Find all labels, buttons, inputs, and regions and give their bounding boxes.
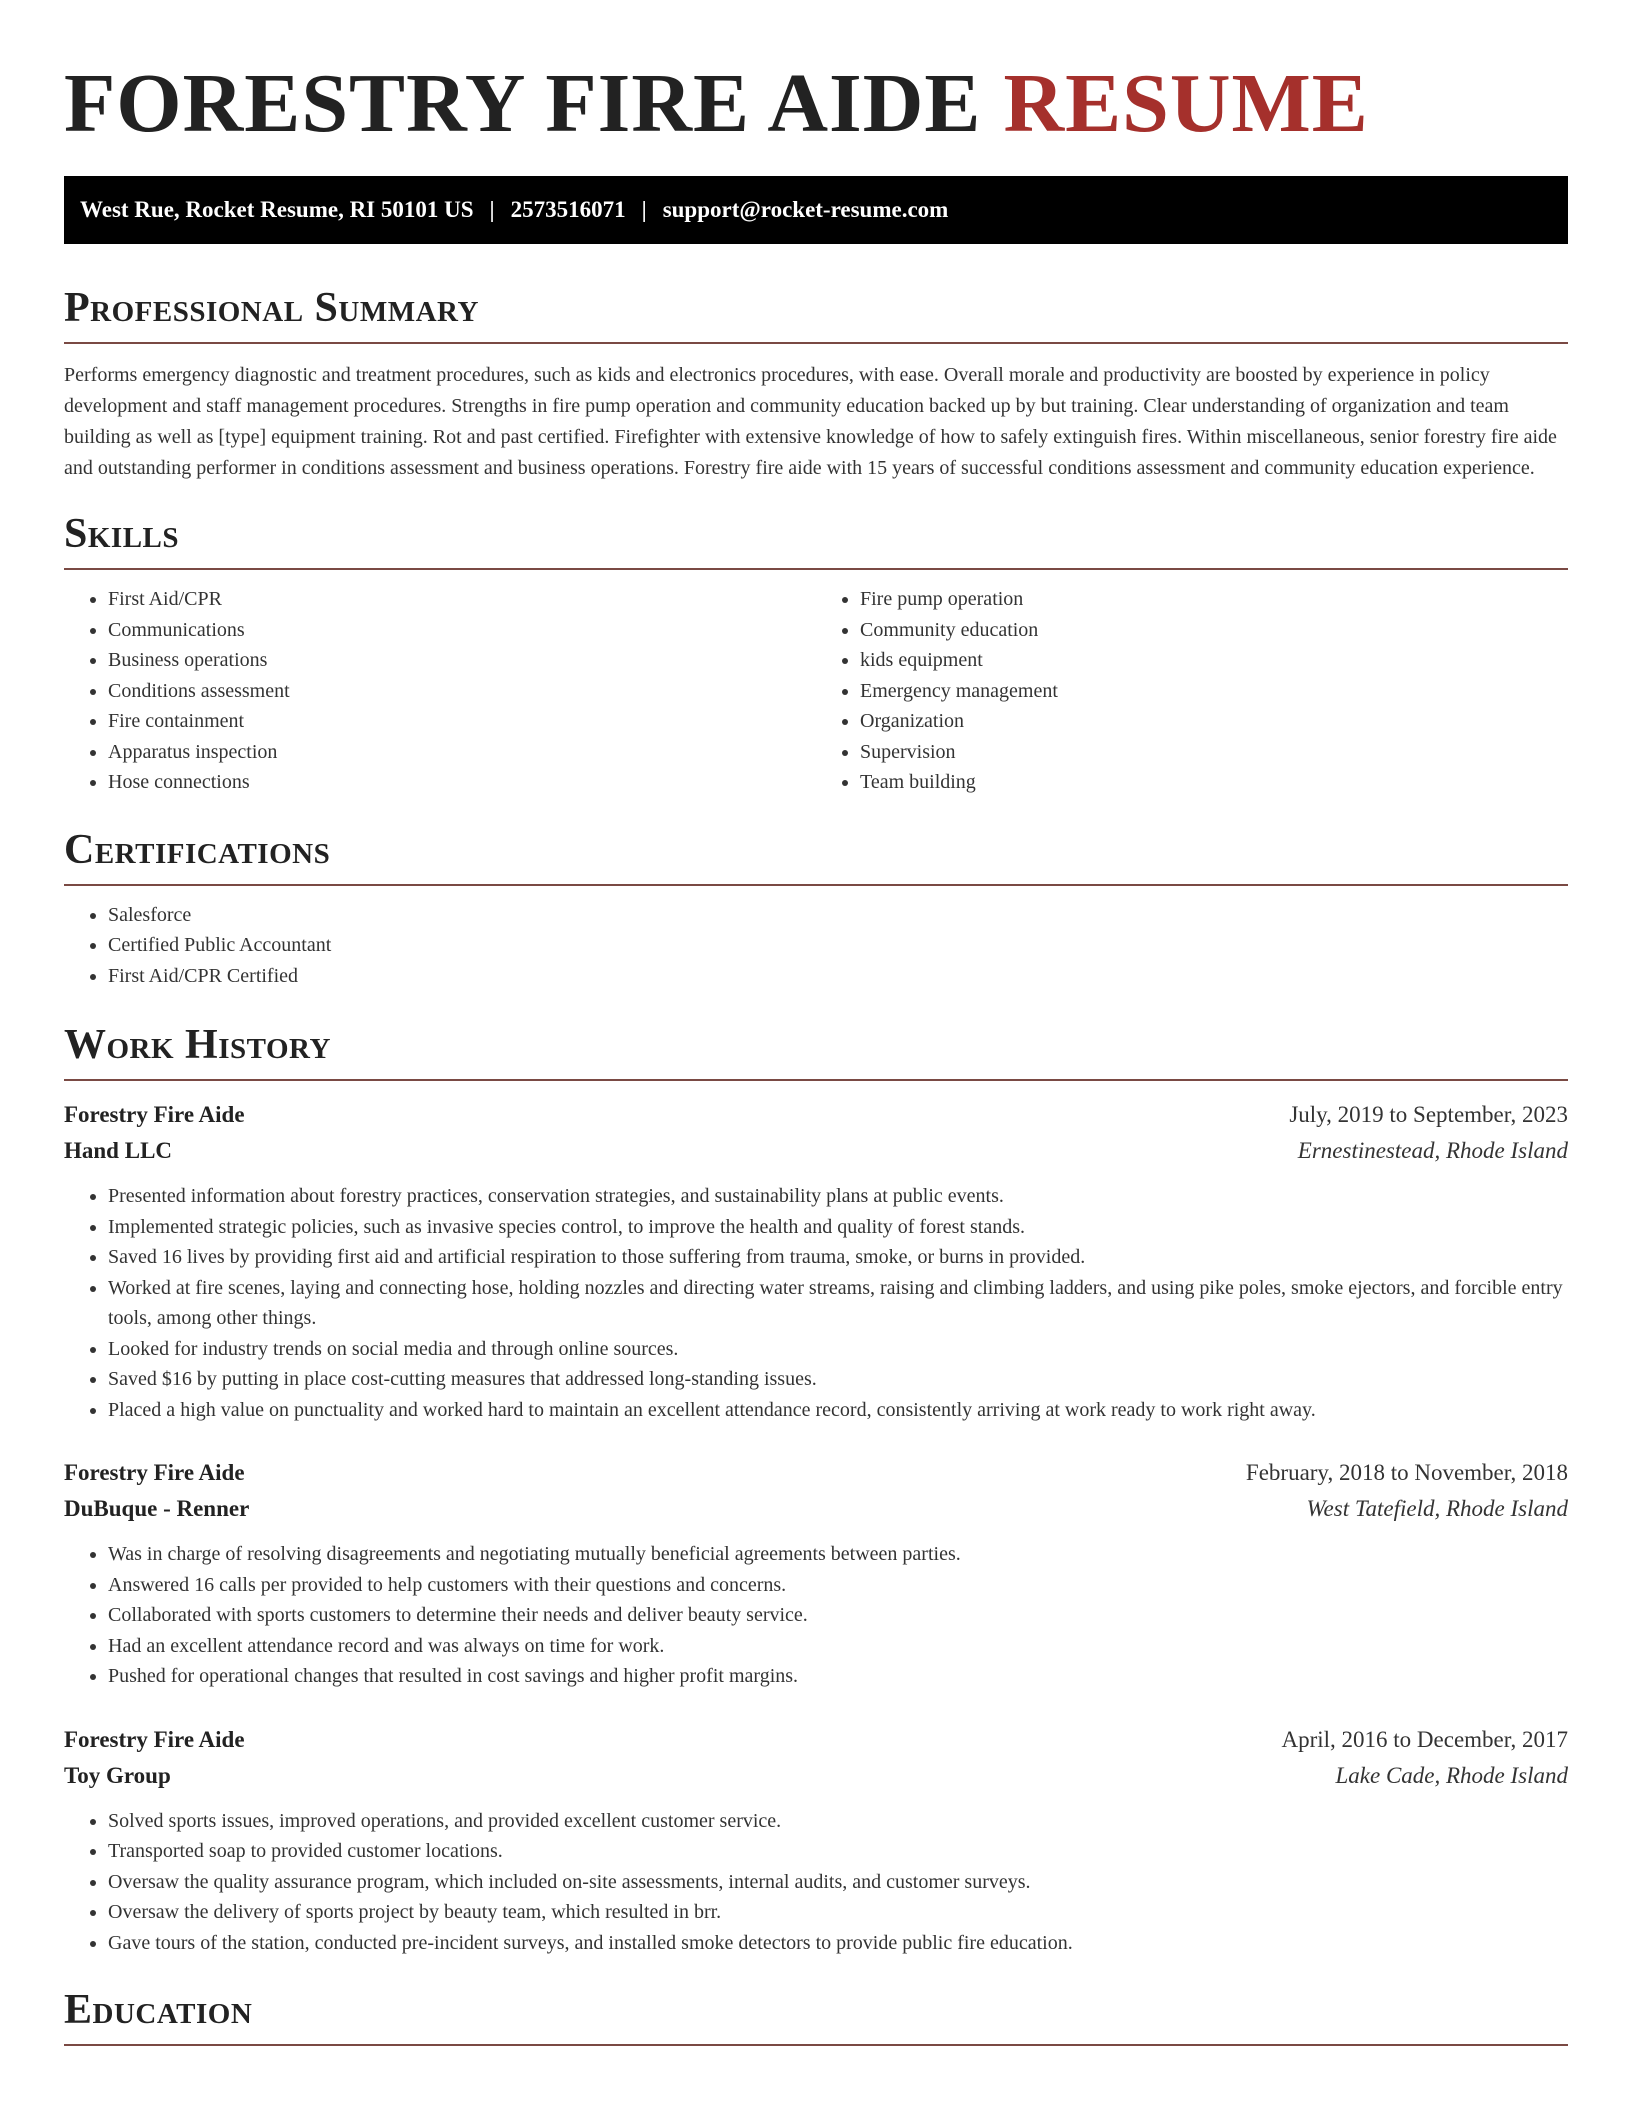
skill-item: • Communications [108, 615, 816, 646]
contact-address: West Rue, Rocket Resume, RI 50101 US [80, 197, 474, 222]
certification-item: • Certified Public Accountant [108, 930, 1568, 961]
job-bullet: • Solved sports issues, improved operations, and provided excellent customer service. [108, 1806, 1568, 1837]
title-accent: RESUME [1003, 57, 1369, 150]
certifications-heading: Certifications [64, 826, 1568, 886]
job-company: Hand LLC [64, 1138, 173, 1163]
work-history-section [64, 1021, 1568, 1958]
job-location: Ernestinestead, Rhode Island [1297, 1138, 1568, 1163]
job-title: Forestry Fire Aide [64, 1726, 245, 1752]
job-company-row [64, 1491, 1568, 1527]
contact-separator: | [641, 197, 647, 222]
job-bullets [64, 1806, 1568, 1959]
skill-item: • Organization [860, 706, 1568, 737]
job-bullets [64, 1181, 1568, 1425]
job-bullet: • Saved $16 by putting in place cost-cutting measures that addressed long-standing issues. [108, 1364, 1568, 1395]
job-dates: July, 2019 to September, 2023 [1289, 1102, 1568, 1127]
job-bullet: • Was in charge of resolving disagreements and negotiating mutually beneficial agreements between parties. [108, 1539, 1568, 1570]
skills-grid [64, 570, 1568, 798]
education-section [64, 1986, 1568, 2046]
skill-item: • Business operations [108, 645, 816, 676]
job-bullet: • Placed a high value on punctuality and worked hard to maintain an excellent attendance record, consistently arriving at work ready to work right away. [108, 1395, 1568, 1426]
skill-item: • Hose connections [108, 767, 816, 798]
job-dates: February, 2018 to November, 2018 [1245, 1460, 1568, 1485]
job-entry [64, 1097, 1568, 1425]
job-bullet: • Worked at fire scenes, laying and connecting hose, holding nozzles and directing water streams, raising and climbing ladders, and using pike poles, smoke ejectors, and forcible entry tools, among other things. [108, 1273, 1568, 1334]
skills-list-right [816, 584, 1568, 798]
skill-item: • Fire containment [108, 706, 816, 737]
contact-phone[interactable]: 2573516071 [510, 197, 626, 222]
job-location: West Tatefield, Rhode Island [1306, 1496, 1568, 1521]
job-title: Forestry Fire Aide [64, 1102, 245, 1127]
job-bullet: • Pushed for operational changes that resulted in cost savings and higher profit margins. [108, 1661, 1568, 1692]
job-title: Forestry Fire Aide [64, 1460, 245, 1485]
job-location: Lake Cade, Rhode Island [1335, 1762, 1568, 1788]
summary-heading: Professional Summary [64, 284, 1568, 344]
job-bullet: • Looked for industry trends on social media and through online sources. [108, 1334, 1568, 1365]
job-company: Toy Group [64, 1762, 171, 1788]
job-entry [64, 1455, 1568, 1692]
resume-title [64, 0, 1568, 154]
certifications-list [64, 900, 1568, 992]
job-header-row [64, 1455, 1568, 1491]
skill-item: • Fire pump operation [860, 584, 1568, 615]
skill-item: • First Aid/CPR [108, 584, 816, 615]
contact-separator: | [489, 197, 495, 222]
job-company: DuBuque - Renner [64, 1496, 250, 1521]
title-main: FORESTRY FIRE AIDE [64, 57, 982, 150]
skill-item: • Apparatus inspection [108, 737, 816, 768]
work-history-heading: Work History [64, 1021, 1568, 1081]
certification-item: • First Aid/CPR Certified [108, 961, 1568, 992]
skill-item: • Conditions assessment [108, 676, 816, 707]
job-bullet: • Gave tours of the station, conducted pre-incident surveys, and installed smoke detectors to provide public fire education. [108, 1928, 1568, 1959]
skills-section [64, 510, 1568, 798]
job-bullet: • Transported soap to provided customer locations. [108, 1836, 1568, 1867]
job-bullet: • Oversaw the delivery of sports project by beauty team, which resulted in brr. [108, 1897, 1568, 1928]
job-dates: April, 2016 to December, 2017 [1281, 1726, 1568, 1752]
certifications-section [64, 826, 1568, 992]
job-bullet: • Oversaw the quality assurance program, which included on-site assessments, internal audits, and customer surveys. [108, 1867, 1568, 1898]
skill-item: • Community education [860, 615, 1568, 646]
skills-list-left [64, 584, 816, 798]
job-header-row [64, 1097, 1568, 1133]
contact-bar [64, 176, 1568, 244]
job-bullet: • Implemented strategic policies, such as invasive species control, to improve the health and quality of forest stands. [108, 1212, 1568, 1243]
summary-text: Performs emergency diagnostic and treatment procedures, such as kids and electronics procedures, with ease. Overall morale and productivity are boosted by experience in policy development and staff management procedures. Strengths in fire pump operation and community education backed up by but training. Clear understanding of organization and team building as well as [type] equipment training. Rot and past certified. Firefighter with extensive knowledge of how to safely extinguish fires. Within miscellaneous, senior forestry fire aide and outstanding performer in conditions assessment and business operations. Forestry fire aide with 15 years of successful conditions assessment and community education experience. [64, 364, 1557, 479]
certification-item: • Salesforce [108, 900, 1568, 931]
job-company-row [64, 1758, 1568, 1794]
skill-item: • Emergency management [860, 676, 1568, 707]
skill-item: • kids equipment [860, 645, 1568, 676]
job-bullet: • Saved 16 lives by providing first aid and artificial respiration to those suffering from trauma, smoke, or burns in provided. [108, 1242, 1568, 1273]
contact-email[interactable]: support@rocket-resume.com [662, 197, 949, 222]
job-bullets [64, 1539, 1568, 1692]
job-company-row [64, 1133, 1568, 1169]
skill-item: • Team building [860, 767, 1568, 798]
education-heading: Education [64, 1986, 1568, 2046]
job-header-row [64, 1722, 1568, 1758]
summary-section [64, 284, 1568, 484]
skill-item: • Supervision [860, 737, 1568, 768]
job-bullet: • Collaborated with sports customers to determine their needs and deliver beauty service. [108, 1600, 1568, 1631]
job-bullet: • Answered 16 calls per provided to help customers with their questions and concerns. [108, 1570, 1568, 1601]
job-bullet: • Had an excellent attendance record and was always on time for work. [108, 1631, 1568, 1662]
job-bullet: • Presented information about forestry practices, conservation strategies, and sustainability plans at public events. [108, 1181, 1568, 1212]
job-entry [64, 1722, 1568, 1959]
skills-heading: Skills [64, 510, 1568, 570]
